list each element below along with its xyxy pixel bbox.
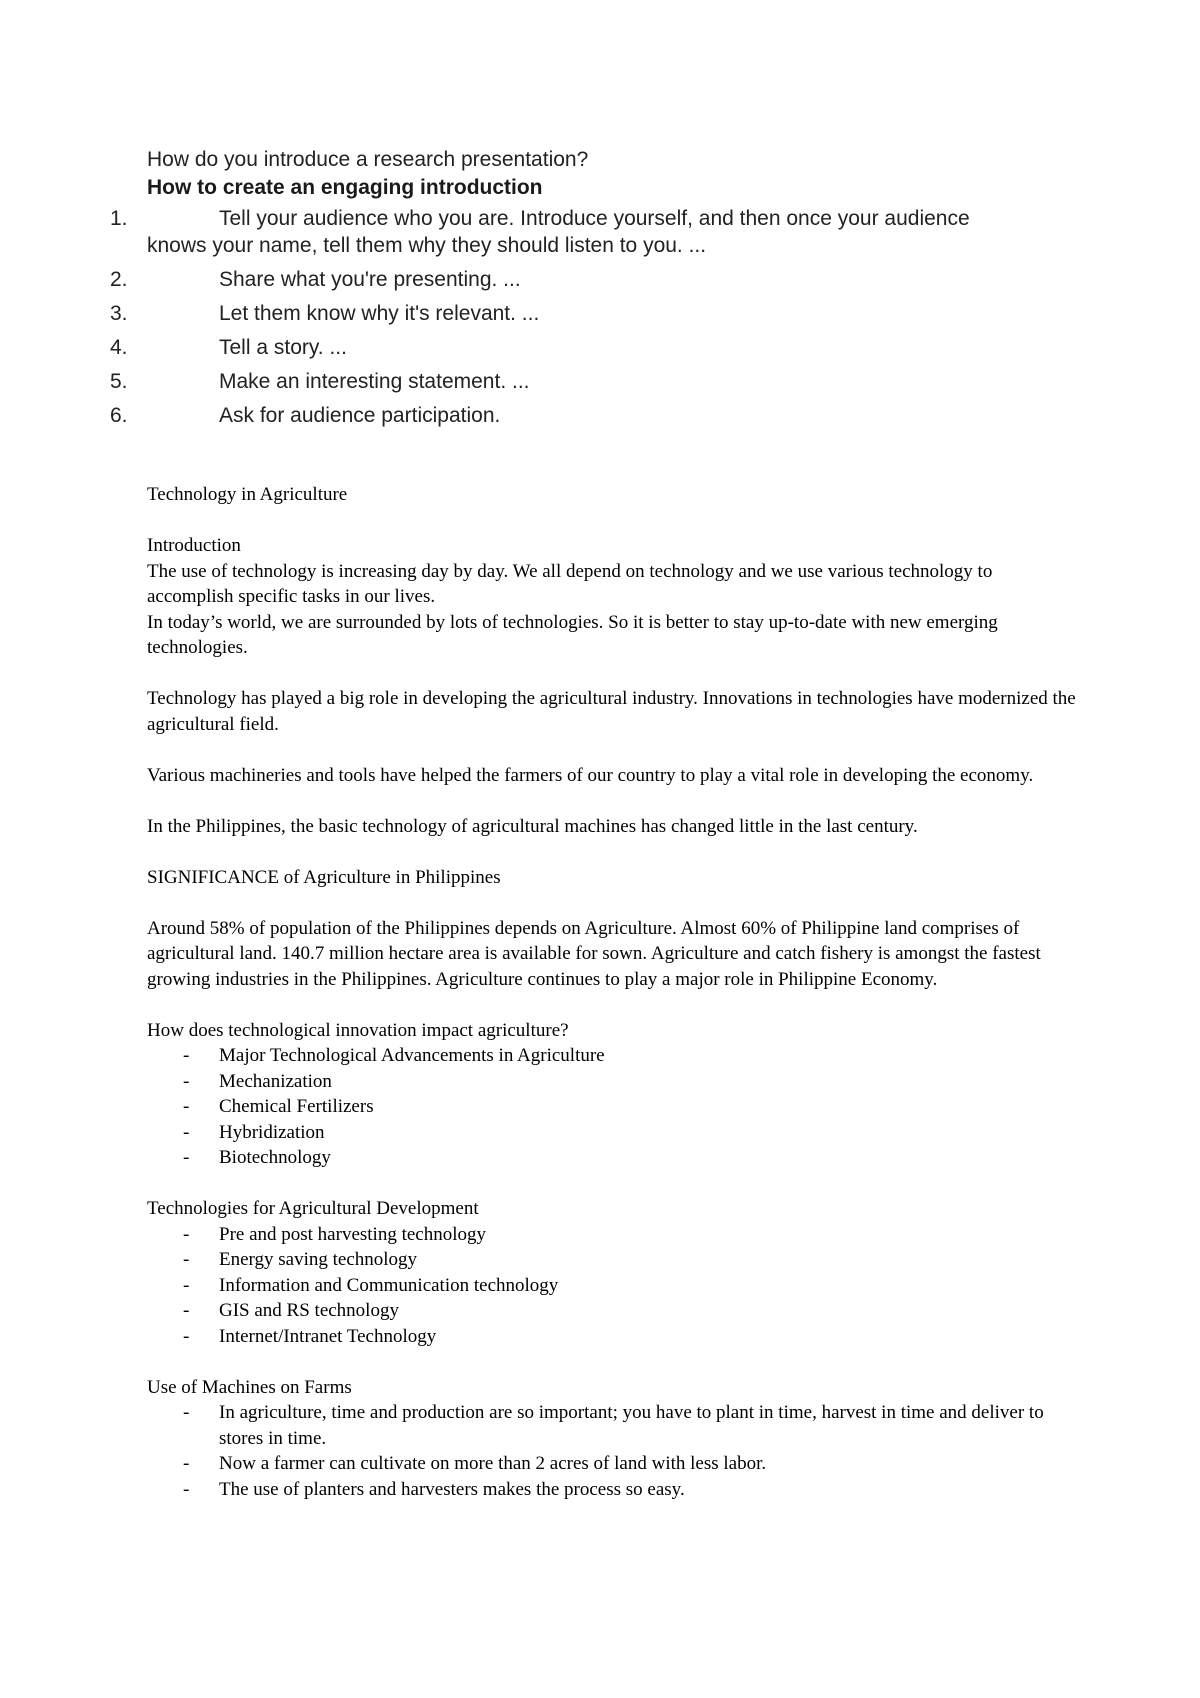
dash-bullet: - [183,1453,190,1474]
list-text: Tell a story. ... [219,336,347,359]
list-text: Internet/Intranet Technology [219,1325,437,1347]
list-text: Let them know why it's relevant. ... [219,302,540,325]
document-title: Technology in Agriculture [147,484,348,505]
list-text: Chemical Fertilizers [219,1096,374,1117]
list-number: 5. [110,370,128,393]
list-number: 4. [110,336,128,359]
list-text: Tell your audience who you are. Introduce yourself, and then once your audience knows your name, tell them why they should listen to you. ... [147,207,970,257]
paragraph: In the Philippines, the basic technology of agricultural machines has changed little in the last century. [147,815,918,837]
list-text: Energy saving technology [219,1249,418,1270]
development-list [147,1222,1077,1350]
paragraph: Around 58% of population of the Philippines depends on Agriculture. Almost 60% of Philippine land comprises of agricultural land. 140.7 million hectare area is available for sown. Agriculture and catch fishery is amongst the fastest growing industries in the Philippines. Agriculture continues to play a major role in Philippine Economy. [147,917,1041,990]
list-item [0,300,1200,327]
machines-list [147,1400,1077,1502]
dash-bullet: - [183,1274,190,1296]
list-text: Make an interesting statement. ... [219,370,530,393]
list-item [147,1043,1077,1069]
section-heading-machines: Use of Machines on Farms [147,1376,352,1398]
list-item [147,1451,1077,1477]
list-text: GIS and RS technology [219,1300,399,1321]
dash-bullet: - [183,1249,190,1270]
list-item [147,1247,1077,1273]
paragraph: The use of technology is increasing day by day. We all depend on technology and we use various technology to accomplish specific tasks in our lives. [147,560,993,607]
document-body [147,482,1077,1502]
list-text: Mechanization [219,1070,332,1092]
dash-bullet: - [183,1402,190,1423]
list-item [0,402,1200,429]
list-text: Major Technological Advancements in Agriculture [219,1045,605,1066]
list-item [147,1273,1077,1299]
paragraph: Various machineries and tools have helped the farmers of our country to play a vital role in developing the economy. [147,764,1034,786]
list-text: In agriculture, time and production are so important; you have to plant in time, harvest in time and deliver to stores in time. [219,1402,1044,1449]
dash-bullet: - [183,1478,190,1500]
dash-bullet: - [183,1223,190,1245]
list-item [147,1222,1077,1248]
list-text: Pre and post harvesting technology [219,1223,487,1245]
intro-question: How do you introduce a research presentation? [147,148,589,171]
section-heading-introduction: Introduction [147,535,241,556]
list-text: Hybridization [219,1121,325,1143]
list-text: Information and Communication technology [219,1274,559,1296]
list-text: Share what you're presenting. ... [219,268,521,291]
section-heading-significance: SIGNIFICANCE of Agriculture in Philippines [147,866,501,888]
list-item [147,1145,1077,1171]
list-text: Ask for audience participation. [219,404,501,427]
list-item [0,266,1200,293]
paragraph: Technology has played a big role in developing the agricultural industry. Innovations in technologies have modernized the agricultural field. [147,688,1076,735]
list-item [147,1477,1077,1503]
list-number: 1. [110,207,128,230]
section-heading-development: Technologies for Agricultural Development [147,1198,479,1219]
list-number: 6. [110,404,128,427]
dash-bullet: - [183,1096,190,1117]
list-item [147,1094,1077,1120]
list-text: Biotechnology [219,1147,331,1168]
dash-bullet: - [183,1147,190,1168]
list-item [147,1400,1077,1451]
list-item [147,1120,1077,1146]
list-number: 2. [110,268,128,291]
impact-list [147,1043,1077,1171]
dash-bullet: - [183,1045,190,1066]
list-number: 3. [110,302,128,325]
list-item [147,1324,1077,1350]
list-item [0,205,1200,259]
dash-bullet: - [183,1121,190,1143]
list-text: The use of planters and harvesters makes the process so easy. [219,1478,685,1500]
intro-heading: How to create an engaging introduction [147,176,543,199]
section-heading-impact: How does technological innovation impact agriculture? [147,1019,569,1041]
list-text: Now a farmer can cultivate on more than 2 acres of land with less labor. [219,1453,767,1474]
dash-bullet: - [183,1300,190,1321]
paragraph: In today’s world, we are surrounded by lots of technologies. So it is better to stay up-to-date with new emerging technologies. [147,611,998,658]
list-item [147,1069,1077,1095]
list-item [0,368,1200,395]
dash-bullet: - [183,1325,190,1347]
list-item [0,334,1200,361]
dash-bullet: - [183,1070,190,1092]
list-item [147,1298,1077,1324]
intro-steps-list [0,205,1200,429]
